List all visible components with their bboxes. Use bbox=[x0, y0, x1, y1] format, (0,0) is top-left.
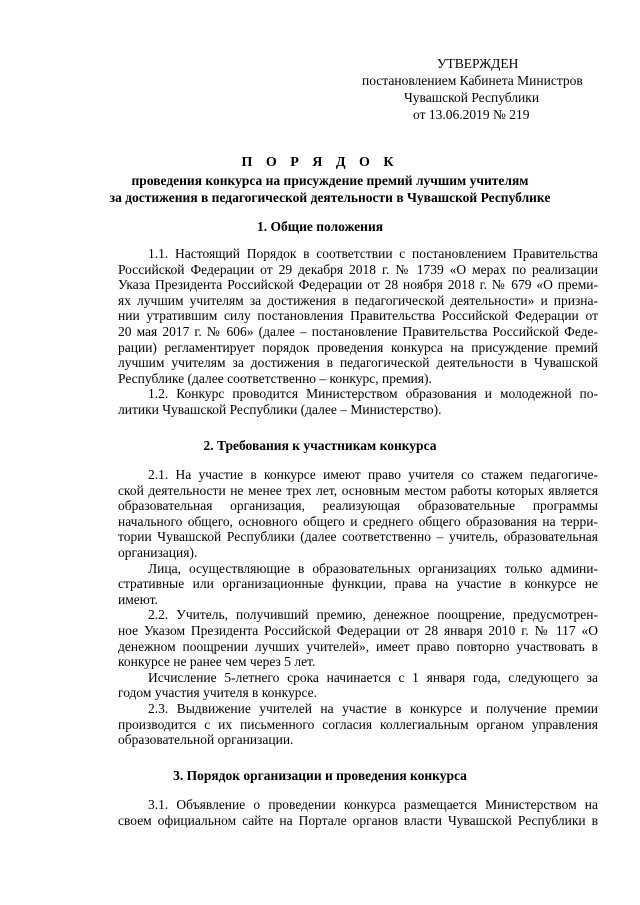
text-line: ской деятельности не менее трех лет, основным местом работы которых является bbox=[118, 482, 598, 498]
paragraph bbox=[118, 797, 598, 828]
text-line: конкурсе не ранее чем через 5 лет. bbox=[118, 654, 316, 670]
text-line: Исчисление 5-летнего срока начинается с 1 января года, следующего за bbox=[148, 669, 598, 685]
text-line: Республике (далее соответственно – конкурс, премия). bbox=[118, 370, 432, 386]
text-line: 2.2. Учитель, получивший премию, денежное поощрение, предусмотрен- bbox=[148, 607, 598, 623]
section-heading: 2. Требования к участникам конкурса bbox=[203, 438, 437, 453]
paragraph bbox=[118, 246, 598, 418]
text-line: своем официальном сайте на Портале органов власти Чувашской Республики в bbox=[118, 812, 598, 828]
approval-line: Чувашской Республики bbox=[404, 90, 540, 105]
text-line: 2.3. Выдвижение учителей на участие в конкурсе и получение премии bbox=[148, 700, 598, 716]
section-heading: 1. Общие положения bbox=[256, 219, 384, 234]
text-line: тории Чувашской Республики (далее соответственно – учитель, образовательная bbox=[118, 529, 598, 545]
text-line: начального общего, основного общего и среднего общего образования на терри- bbox=[118, 513, 598, 529]
text-line: производится с их письменного согласия коллегиальным органом управления bbox=[118, 716, 598, 732]
text-line: 1.2. Конкурс проводится Министерством образования и молодежной по- bbox=[148, 386, 598, 402]
document-subtitle bbox=[60, 172, 600, 206]
text-line: 2.1. На участие в конкурсе имеют право учителя со стажем педагогиче- bbox=[148, 467, 598, 482]
text-line: Указа Президента Российской Федерации от 28 ноября 2018 г. № 679 «О преми- bbox=[118, 277, 598, 293]
approval-stamp bbox=[362, 55, 602, 123]
text-line: стративные или организационные функции, права на участие в конкурсе не bbox=[118, 576, 598, 592]
text-line: литики Чувашской Республики (далее – Министерство). bbox=[118, 401, 442, 417]
text-line: 1.1. Настоящий Порядок в соответствии с постановлением Правительства bbox=[148, 246, 598, 261]
text-line: Лица, осуществляющие в образовательных организациях только админи- bbox=[148, 560, 598, 576]
text-line: ное Указом Президента Российской Федерации от 28 января 2010 г. № 117 «О bbox=[118, 622, 598, 638]
text-line: рации) регламентирует порядок проведения конкурса на присуждение премий bbox=[118, 339, 598, 355]
text-line: ях лучшим учителям за достижения в педагогической деятельности» и призна- bbox=[118, 292, 598, 308]
text-line: нии утратившим силу постановления Правительства Российской Федерации от bbox=[118, 308, 598, 324]
text-line: образовательной организации. bbox=[118, 732, 294, 748]
text-line: образовательная организация, реализующая образовательные программы bbox=[118, 498, 598, 514]
text-line: 20 мая 2017 г. № 606» (далее – постановление Правительства Российской Феде- bbox=[118, 323, 598, 339]
text-line: 3.1. Объявление о проведении конкурса размещается Министерством на bbox=[148, 797, 598, 812]
approval-date-number: от 13.06.2019 № 219 bbox=[413, 107, 530, 122]
subtitle-line: за достижения в педагогической деятельности в Чувашской Республике bbox=[109, 190, 551, 205]
text-line: лучшим учителям за достижения в педагогической деятельности в Чувашской bbox=[118, 355, 598, 371]
paragraph bbox=[118, 467, 598, 748]
approval-line: УТВЕРЖДЕН bbox=[437, 56, 519, 71]
subtitle-line: проведения конкурса на присуждение премий лучшим учителям bbox=[131, 173, 529, 188]
text-line: денежном поощрении лучших учителей», имеет право повторно участвовать в bbox=[118, 638, 598, 654]
document-title: П О Р Я Д О К bbox=[241, 155, 399, 170]
text-line: годом участия учителя в конкурсе. bbox=[118, 685, 318, 701]
text-line: организация). bbox=[118, 544, 198, 560]
section-heading: 3. Порядок организации и проведения конкурса bbox=[173, 768, 467, 783]
text-line: Российской Федерации от 29 декабря 2018 г. № 1739 «О мерах по реализации bbox=[118, 261, 598, 277]
text-line: имеют. bbox=[118, 591, 158, 607]
approval-line: постановлением Кабинета Министров bbox=[362, 73, 583, 88]
